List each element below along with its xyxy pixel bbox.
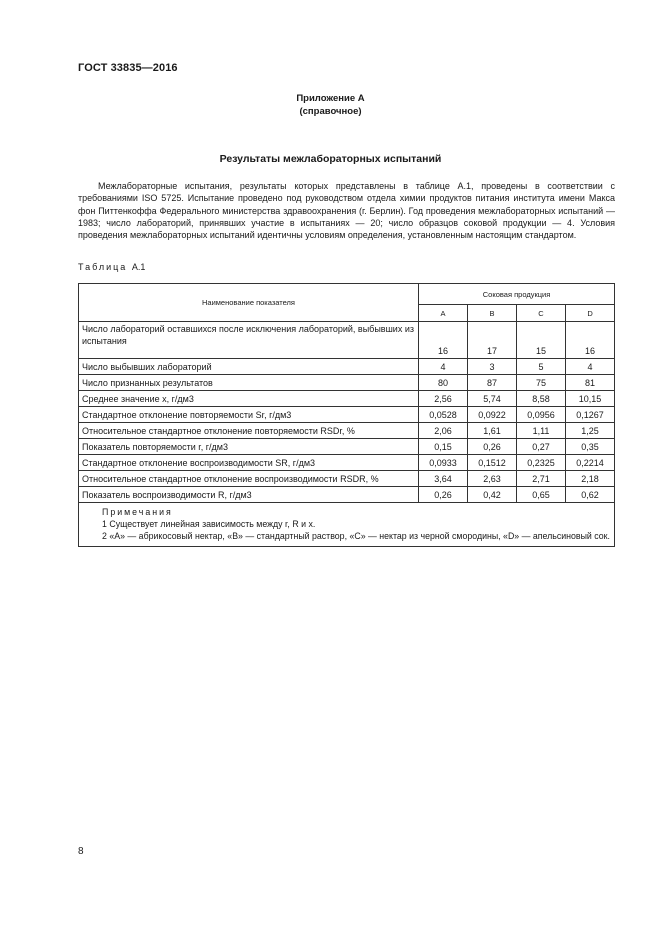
col-header: D bbox=[566, 305, 615, 322]
row-value: 0,26 bbox=[419, 487, 468, 503]
table-row bbox=[79, 391, 615, 407]
row-value: 2,71 bbox=[517, 471, 566, 487]
row-value: 0,15 bbox=[419, 439, 468, 455]
row-value: 0,0956 bbox=[517, 407, 566, 423]
row-label: Число лабораторий оставшихся после исключения лабораторий, выбывших из испытания bbox=[79, 322, 419, 359]
row-value: 80 bbox=[419, 375, 468, 391]
intro-paragraph: Межлабораторные испытания, результаты которых представлены в таблице А.1, проведены в соответствии с требованиями ISO 5725. Испытание проведено под руководством отдела химии продуктов питания института имени Макса фон Питтенкоффа Федерального министерства здравоохранения (г. Берлин). Год проведения межлабораторных испытаний — 1983; число лабораторий, принявших участие в испытаниях — 20; число образцов соковой продукции — 4. Условия проведения межлабораторных испытаний идентичны условиям определения, установленным настоящим стандартом. bbox=[78, 181, 615, 241]
row-value: 5 bbox=[517, 359, 566, 375]
notes-title: Примечания bbox=[102, 507, 173, 517]
row-value: 2,56 bbox=[419, 391, 468, 407]
row-value: 0,27 bbox=[517, 439, 566, 455]
row-label: Число выбывших лабораторий bbox=[79, 359, 419, 375]
row-value: 87 bbox=[468, 375, 517, 391]
table-caption-word: Таблица bbox=[78, 262, 128, 272]
row-value: 17 bbox=[468, 322, 517, 359]
annex-heading bbox=[0, 92, 661, 118]
row-value: 1,25 bbox=[566, 423, 615, 439]
table-row bbox=[79, 439, 615, 455]
row-value: 8,58 bbox=[517, 391, 566, 407]
table-row bbox=[79, 423, 615, 439]
row-value: 16 bbox=[566, 322, 615, 359]
row-value: 0,0922 bbox=[468, 407, 517, 423]
table-caption-number: А.1 bbox=[131, 262, 146, 272]
row-value: 0,2214 bbox=[566, 455, 615, 471]
row-value: 16 bbox=[419, 322, 468, 359]
col-header: A bbox=[419, 305, 468, 322]
row-value: 2,63 bbox=[468, 471, 517, 487]
row-value: 10,15 bbox=[566, 391, 615, 407]
results-table bbox=[78, 283, 615, 547]
row-value: 3 bbox=[468, 359, 517, 375]
row-value: 1,61 bbox=[468, 423, 517, 439]
col-header: C bbox=[517, 305, 566, 322]
row-value: 0,1512 bbox=[468, 455, 517, 471]
annex-title: Приложение А bbox=[296, 93, 365, 104]
table-row bbox=[79, 407, 615, 423]
row-value: 0,0528 bbox=[419, 407, 468, 423]
row-value: 75 bbox=[517, 375, 566, 391]
row-value: 2,06 bbox=[419, 423, 468, 439]
row-value: 3,64 bbox=[419, 471, 468, 487]
table-row bbox=[79, 471, 615, 487]
table-caption bbox=[78, 262, 145, 272]
row-value: 1,11 bbox=[517, 423, 566, 439]
row-value: 15 bbox=[517, 322, 566, 359]
row-value: 0,26 bbox=[468, 439, 517, 455]
note-item: 1 Существует линейная зависимость между r, R и x. bbox=[102, 519, 316, 529]
row-label: Стандартное отклонение повторяемости Sr, г/дм3 bbox=[79, 407, 419, 423]
row-label: Показатель повторяемости r, г/дм3 bbox=[79, 439, 419, 455]
row-value: 4 bbox=[419, 359, 468, 375]
row-value: 0,42 bbox=[468, 487, 517, 503]
section-heading: Результаты межлабораторных испытаний bbox=[219, 153, 442, 165]
row-value: 2,18 bbox=[566, 471, 615, 487]
row-label: Показатель воспроизводимости R, г/дм3 bbox=[79, 487, 419, 503]
row-value: 0,35 bbox=[566, 439, 615, 455]
row-value: 0,1267 bbox=[566, 407, 615, 423]
row-value: 0,0933 bbox=[419, 455, 468, 471]
row-value: 5,74 bbox=[468, 391, 517, 407]
doc-code: ГОСТ 33835—2016 bbox=[78, 62, 178, 74]
notes bbox=[79, 503, 615, 547]
row-label: Число признанных результатов bbox=[79, 375, 419, 391]
annex-subtitle: (справочное) bbox=[299, 106, 362, 117]
row-value: 81 bbox=[566, 375, 615, 391]
note-item: 2 «А» — абрикосовый нектар, «В» — стандартный раствор, «С» — нектар из черной смородины, «D» — апельсиновый сок. bbox=[102, 531, 610, 541]
product-group-header: Соковая продукция bbox=[419, 284, 615, 305]
param-header: Наименование показателя bbox=[79, 284, 419, 322]
table-row bbox=[79, 322, 615, 359]
table-row bbox=[79, 375, 615, 391]
row-label: Относительное стандартное отклонение воспроизводимости RSDR, % bbox=[79, 471, 419, 487]
page-number: 8 bbox=[78, 846, 84, 857]
table-row bbox=[79, 455, 615, 471]
row-value: 4 bbox=[566, 359, 615, 375]
table-row bbox=[79, 487, 615, 503]
row-value: 0,2325 bbox=[517, 455, 566, 471]
table-row bbox=[79, 359, 615, 375]
row-label: Среднее значение x, г/дм3 bbox=[79, 391, 419, 407]
row-value: 0,65 bbox=[517, 487, 566, 503]
col-header: B bbox=[468, 305, 517, 322]
row-label: Стандартное отклонение воспроизводимости SR, г/дм3 bbox=[79, 455, 419, 471]
row-value: 0,62 bbox=[566, 487, 615, 503]
row-label: Относительное стандартное отклонение повторяемости RSDr, % bbox=[79, 423, 419, 439]
